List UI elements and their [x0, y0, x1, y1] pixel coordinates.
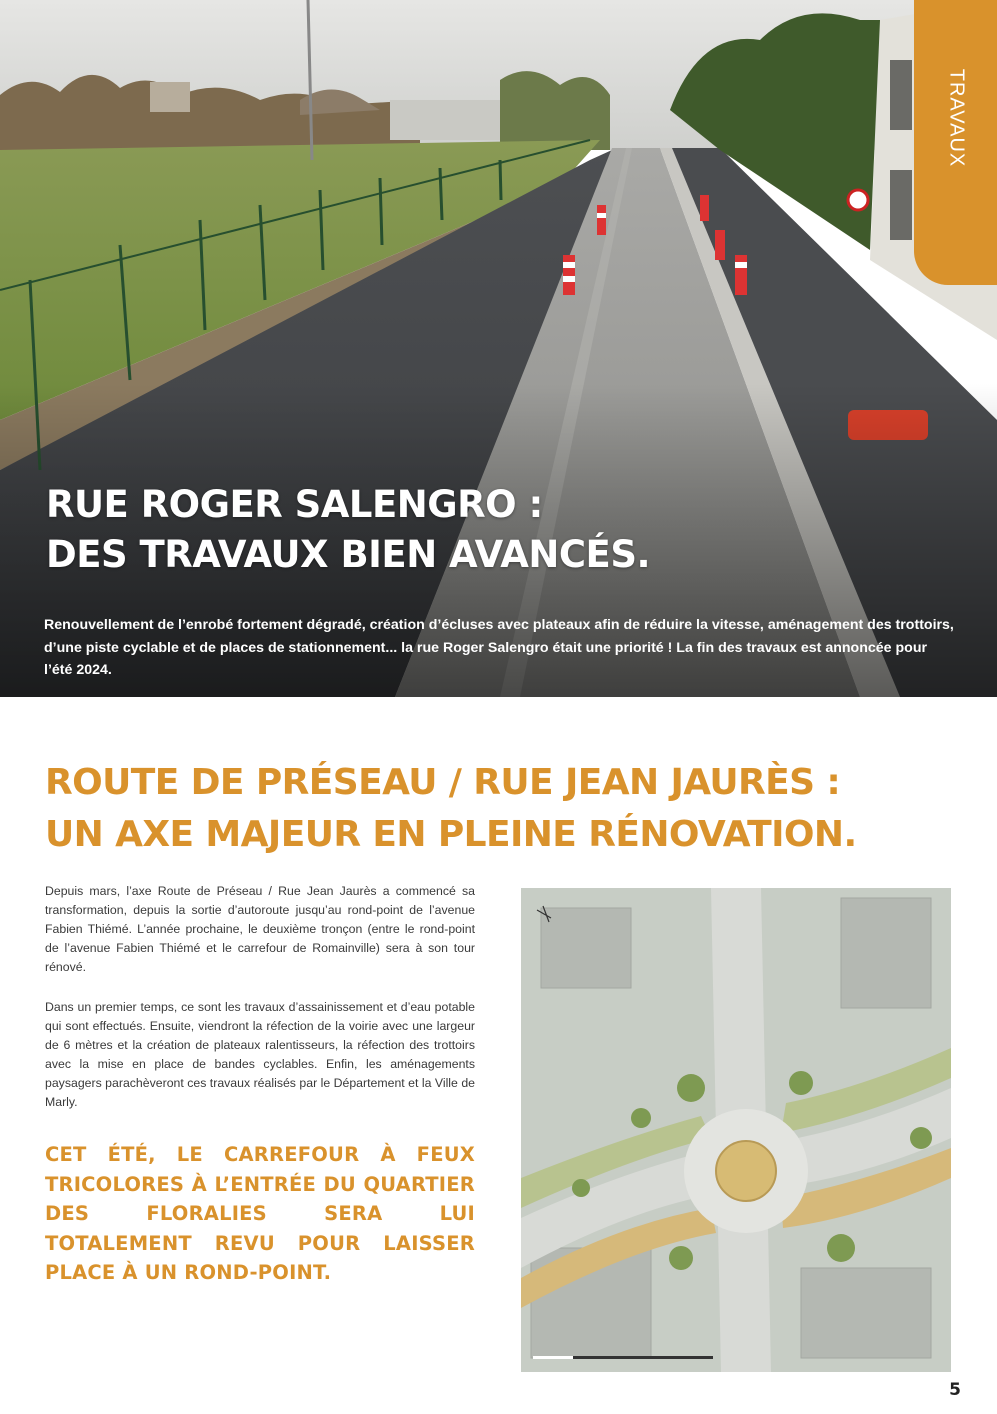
roundabout-plan-image: [521, 888, 951, 1372]
page-number: 5: [949, 1380, 961, 1400]
article-paragraph-2: Dans un premier temps, ce sont les travaux d’assainissement et d’eau potable qui sont effectués. Ensuite, viendront la réfection de la voirie avec une largeur de 6 mètres et la création de plateaux ralentisseurs, la réfection des trottoirs avec la mise en place de bandes cyclables. Enfin, les aménagements paysagers parachèveront ces travaux réalisés par le Département et la Ville de Marly.: [45, 1000, 475, 1109]
article-title-line1: ROUTE DE PRÉSEAU / RUE JEAN JAURÈS :: [45, 762, 841, 803]
section-tab-label: TRAVAUX: [945, 68, 967, 168]
hero-title-line2: DES TRAVAUX BIEN AVANCÉS.: [46, 533, 651, 576]
hero-intro-text: Renouvellement de l’enrobé fortement dégradé, création d’écluses avec plateaux afin de réduire la vitesse, aménagement des trottoirs, d’une piste cyclable et de places de stationnement... la rue Roger Salengro était une priorité ! La fin des travaux est annoncée pour l’été 2024.: [44, 617, 954, 678]
roundabout-aerial-plan: [521, 888, 951, 1372]
hero-title: [46, 480, 946, 580]
article-title: [45, 757, 945, 861]
street-works-photo: [0, 0, 997, 697]
article-highlight: CET ÉTÉ, LE CARREFOUR À FEUX TRICOLORES À L’ENTRÉE DU QUARTIER DES FLORALIES SERA LUI TOTALEMENT REVU POUR LAISSER PLACE À UN ROND-POINT.: [45, 1143, 475, 1284]
section-tab: [914, 0, 997, 285]
hero-photo: [0, 0, 997, 697]
article-title-line2: UN AXE MAJEUR EN PLEINE RÉNOVATION.: [45, 814, 857, 855]
hero-title-line1: RUE ROGER SALENGRO :: [46, 483, 543, 526]
article-body: [45, 882, 475, 1133]
article-paragraph-1: Depuis mars, l’axe Route de Préseau / Rue Jean Jaurès a commencé sa transformation, depuis la sortie d’autoroute jusqu’au rond-point de l’avenue Fabien Thiémé. L’année prochaine, le deuxième tronçon (entre le rond-point de l’avenue Fabien Thiémé et le carrefour de Romainville) sera à son tour rénové.: [45, 884, 475, 974]
